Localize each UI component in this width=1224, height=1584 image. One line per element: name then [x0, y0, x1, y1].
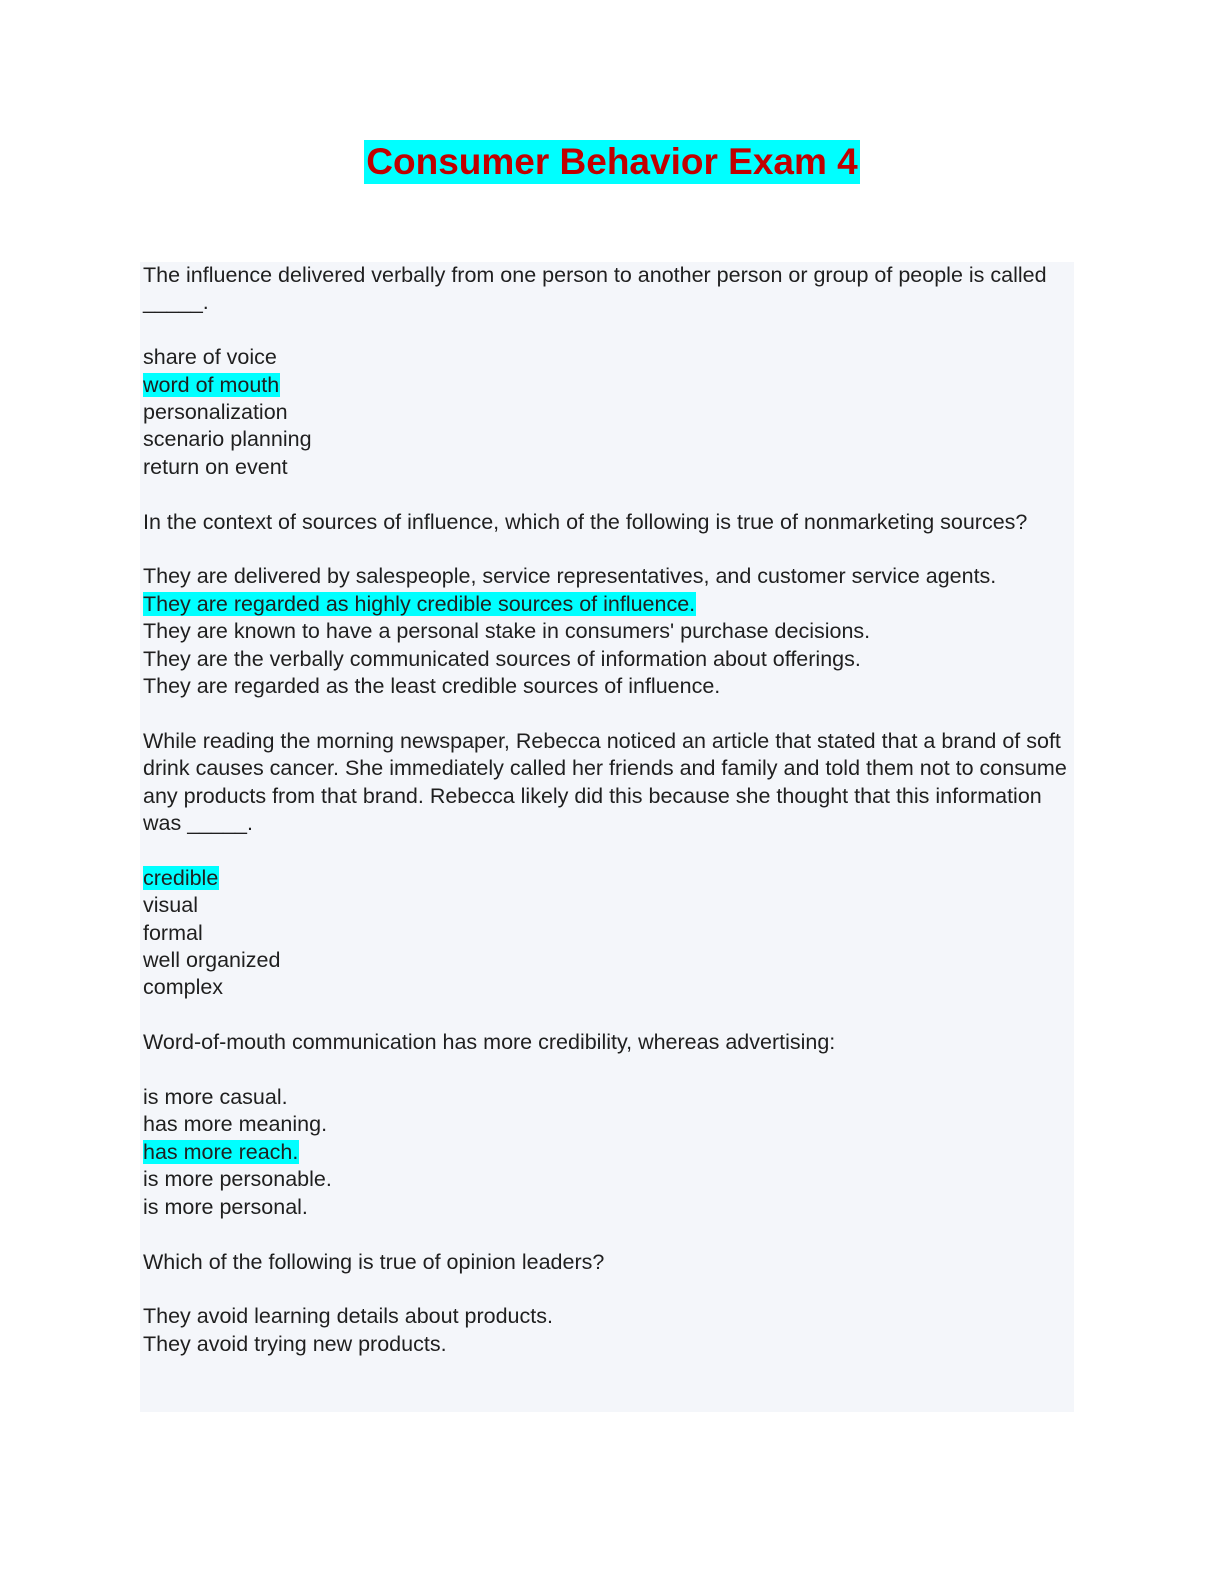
answer-option	[143, 1303, 1074, 1330]
document-title: Consumer Behavior Exam 4	[366, 141, 858, 182]
answer-option-text: is more personal.	[143, 1194, 308, 1219]
question-block	[143, 1249, 1074, 1359]
answer-option-text: return on event	[143, 454, 288, 479]
answer-option	[143, 563, 1074, 590]
answer-option-text: visual	[143, 893, 198, 918]
answer-option	[143, 426, 1074, 453]
answer-option-text: well organized	[143, 948, 281, 973]
answer-option-text: formal	[143, 920, 203, 945]
answer-option-correct	[143, 1139, 1074, 1166]
answer-option-text: scenario planning	[143, 427, 312, 452]
answer-option-text: complex	[143, 975, 224, 1000]
answer-option-text: word of mouth	[143, 372, 280, 397]
question-block	[143, 509, 1074, 701]
question-prompt: The influence delivered verbally from one person to another person or group of people is called _____.	[143, 263, 1047, 315]
spacer	[143, 481, 1074, 508]
answer-option	[143, 947, 1074, 974]
answer-option	[143, 1331, 1074, 1358]
spacer	[143, 1221, 1074, 1248]
answer-option-correct	[143, 865, 1074, 892]
answer-option-text: They are regarded as highly credible sources of influence.	[143, 591, 696, 616]
answer-option	[143, 646, 1074, 673]
answer-option-text: has more reach.	[143, 1139, 299, 1164]
answer-option-text: is more personable.	[143, 1167, 332, 1192]
answer-option	[143, 344, 1074, 371]
question-block	[143, 728, 1074, 1002]
answer-option	[143, 618, 1074, 645]
answer-option-text: They avoid learning details about products.	[143, 1304, 553, 1329]
answer-option	[143, 1166, 1074, 1193]
answer-option	[143, 920, 1074, 947]
answer-option	[143, 673, 1074, 700]
spacer	[143, 1276, 1074, 1303]
title-container	[0, 140, 1224, 184]
spacer	[143, 1002, 1074, 1029]
answer-option-text: is more casual.	[143, 1085, 288, 1110]
spacer	[143, 700, 1074, 727]
spacer	[143, 317, 1074, 344]
answer-option	[143, 892, 1074, 919]
answer-option	[143, 454, 1074, 481]
question-block	[143, 1029, 1074, 1221]
answer-option-text: has more meaning.	[143, 1112, 328, 1137]
spacer	[143, 536, 1074, 563]
answer-option-correct	[143, 591, 1074, 618]
answer-option-text: They are delivered by salespeople, service representatives, and customer service agents.	[143, 564, 997, 589]
spacer	[143, 1057, 1074, 1084]
answer-option-text: They are regarded as the least credible sources of influence.	[143, 674, 721, 699]
answer-option	[143, 399, 1074, 426]
answer-option-correct	[143, 372, 1074, 399]
question-prompt: Which of the following is true of opinion leaders?	[143, 1249, 605, 1274]
answer-option-text: share of voice	[143, 345, 277, 370]
answer-option	[143, 1084, 1074, 1111]
exam-content	[140, 262, 1074, 1412]
question-prompt: Word-of-mouth communication has more credibility, whereas advertising:	[143, 1030, 836, 1055]
question-prompt: While reading the morning newspaper, Rebecca noticed an article that stated that a brand of soft drink causes cancer. She immediately called her friends and family and told them not to consume any products from that brand. Rebecca likely did this because she thought that this information was _____.	[143, 728, 1067, 836]
spacer	[143, 837, 1074, 864]
answer-option	[143, 1194, 1074, 1221]
answer-option	[143, 1111, 1074, 1138]
question-block	[143, 262, 1074, 481]
answer-option-text: personalization	[143, 400, 288, 425]
answer-option-text: They avoid trying new products.	[143, 1331, 447, 1356]
answer-option-text: They are the verbally communicated sources of information about offerings.	[143, 646, 861, 671]
answer-option	[143, 974, 1074, 1001]
answer-option-text: credible	[143, 865, 219, 890]
question-prompt: In the context of sources of influence, which of the following is true of nonmarketing sources?	[143, 509, 1028, 534]
answer-option-text: They are known to have a personal stake in consumers' purchase decisions.	[143, 619, 871, 644]
